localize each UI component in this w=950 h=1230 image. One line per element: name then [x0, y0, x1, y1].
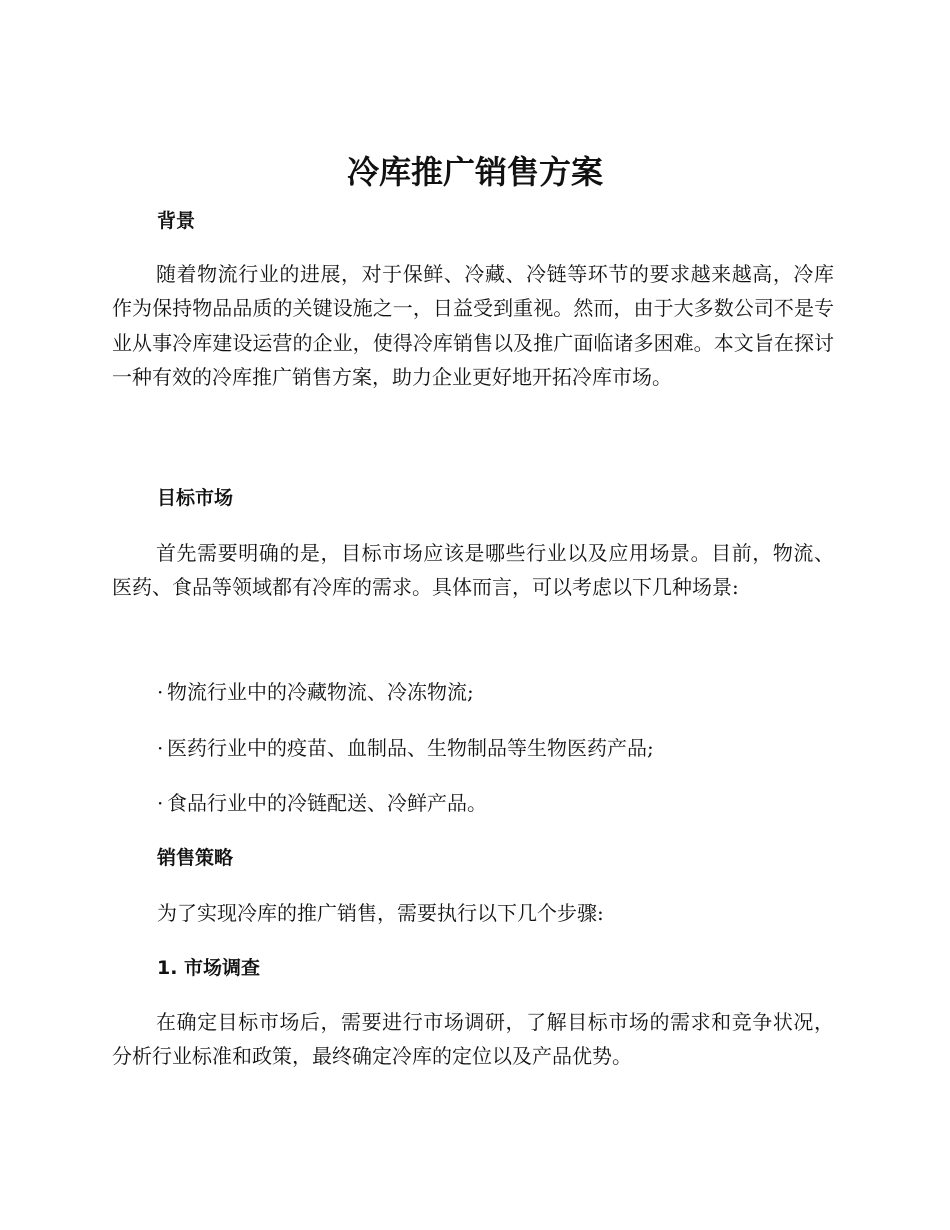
background-paragraph: 随着物流行业的进展，对于保鲜、冷藏、冷链等环节的要求越来越高，冷库作为保持物品品质的关键设施之一，日益受到重视。然而，由于大多数公司不是专业从事冷库建设运营的企业，使得冷库销售以及推广面临诸多困难。本文旨在探讨一种有效的冷库推广销售方案，助力企业更好地开拓冷库市场。 — [112, 262, 834, 390]
bullet-symbol: · — [157, 791, 164, 815]
sales-strategy-intro: 为了实现冷库的推广销售，需要执行以下几个步骤: — [157, 901, 604, 925]
section-heading-target-market: 目标市场 — [157, 487, 234, 509]
list-item — [157, 677, 474, 707]
step1-paragraph: 在确定目标市场后，需要进行市场调研，了解目标市场的需求和竞争状况，分析行业标准和政策，最终确定冷库的定位以及产品优势。 — [112, 1010, 834, 1069]
list-item — [157, 733, 654, 763]
target-market-paragraph: 首先需要明确的是，目标市场应该是哪些行业以及应用场景。目前，物流、医药、食品等领域都有冷库的需求。具体而言，可以考虑以下几种场景: — [112, 541, 834, 600]
list-item — [157, 788, 487, 818]
list-item-text: 物流行业中的冷藏物流、冷冻物流; — [167, 680, 474, 704]
section-heading-background: 背景 — [157, 210, 196, 232]
step1-heading: 1. 市场调查 — [157, 957, 261, 979]
bullet-symbol: · — [157, 680, 164, 704]
document-title: 冷库推广销售方案 — [346, 153, 603, 191]
list-item-text: 食品行业中的冷链配送、冷鲜产品。 — [167, 791, 487, 815]
section-heading-sales-strategy: 销售策略 — [157, 847, 234, 869]
bullet-symbol: · — [157, 736, 164, 760]
list-item-text: 医药行业中的疫苗、血制品、生物制品等生物医药产品; — [167, 736, 654, 760]
